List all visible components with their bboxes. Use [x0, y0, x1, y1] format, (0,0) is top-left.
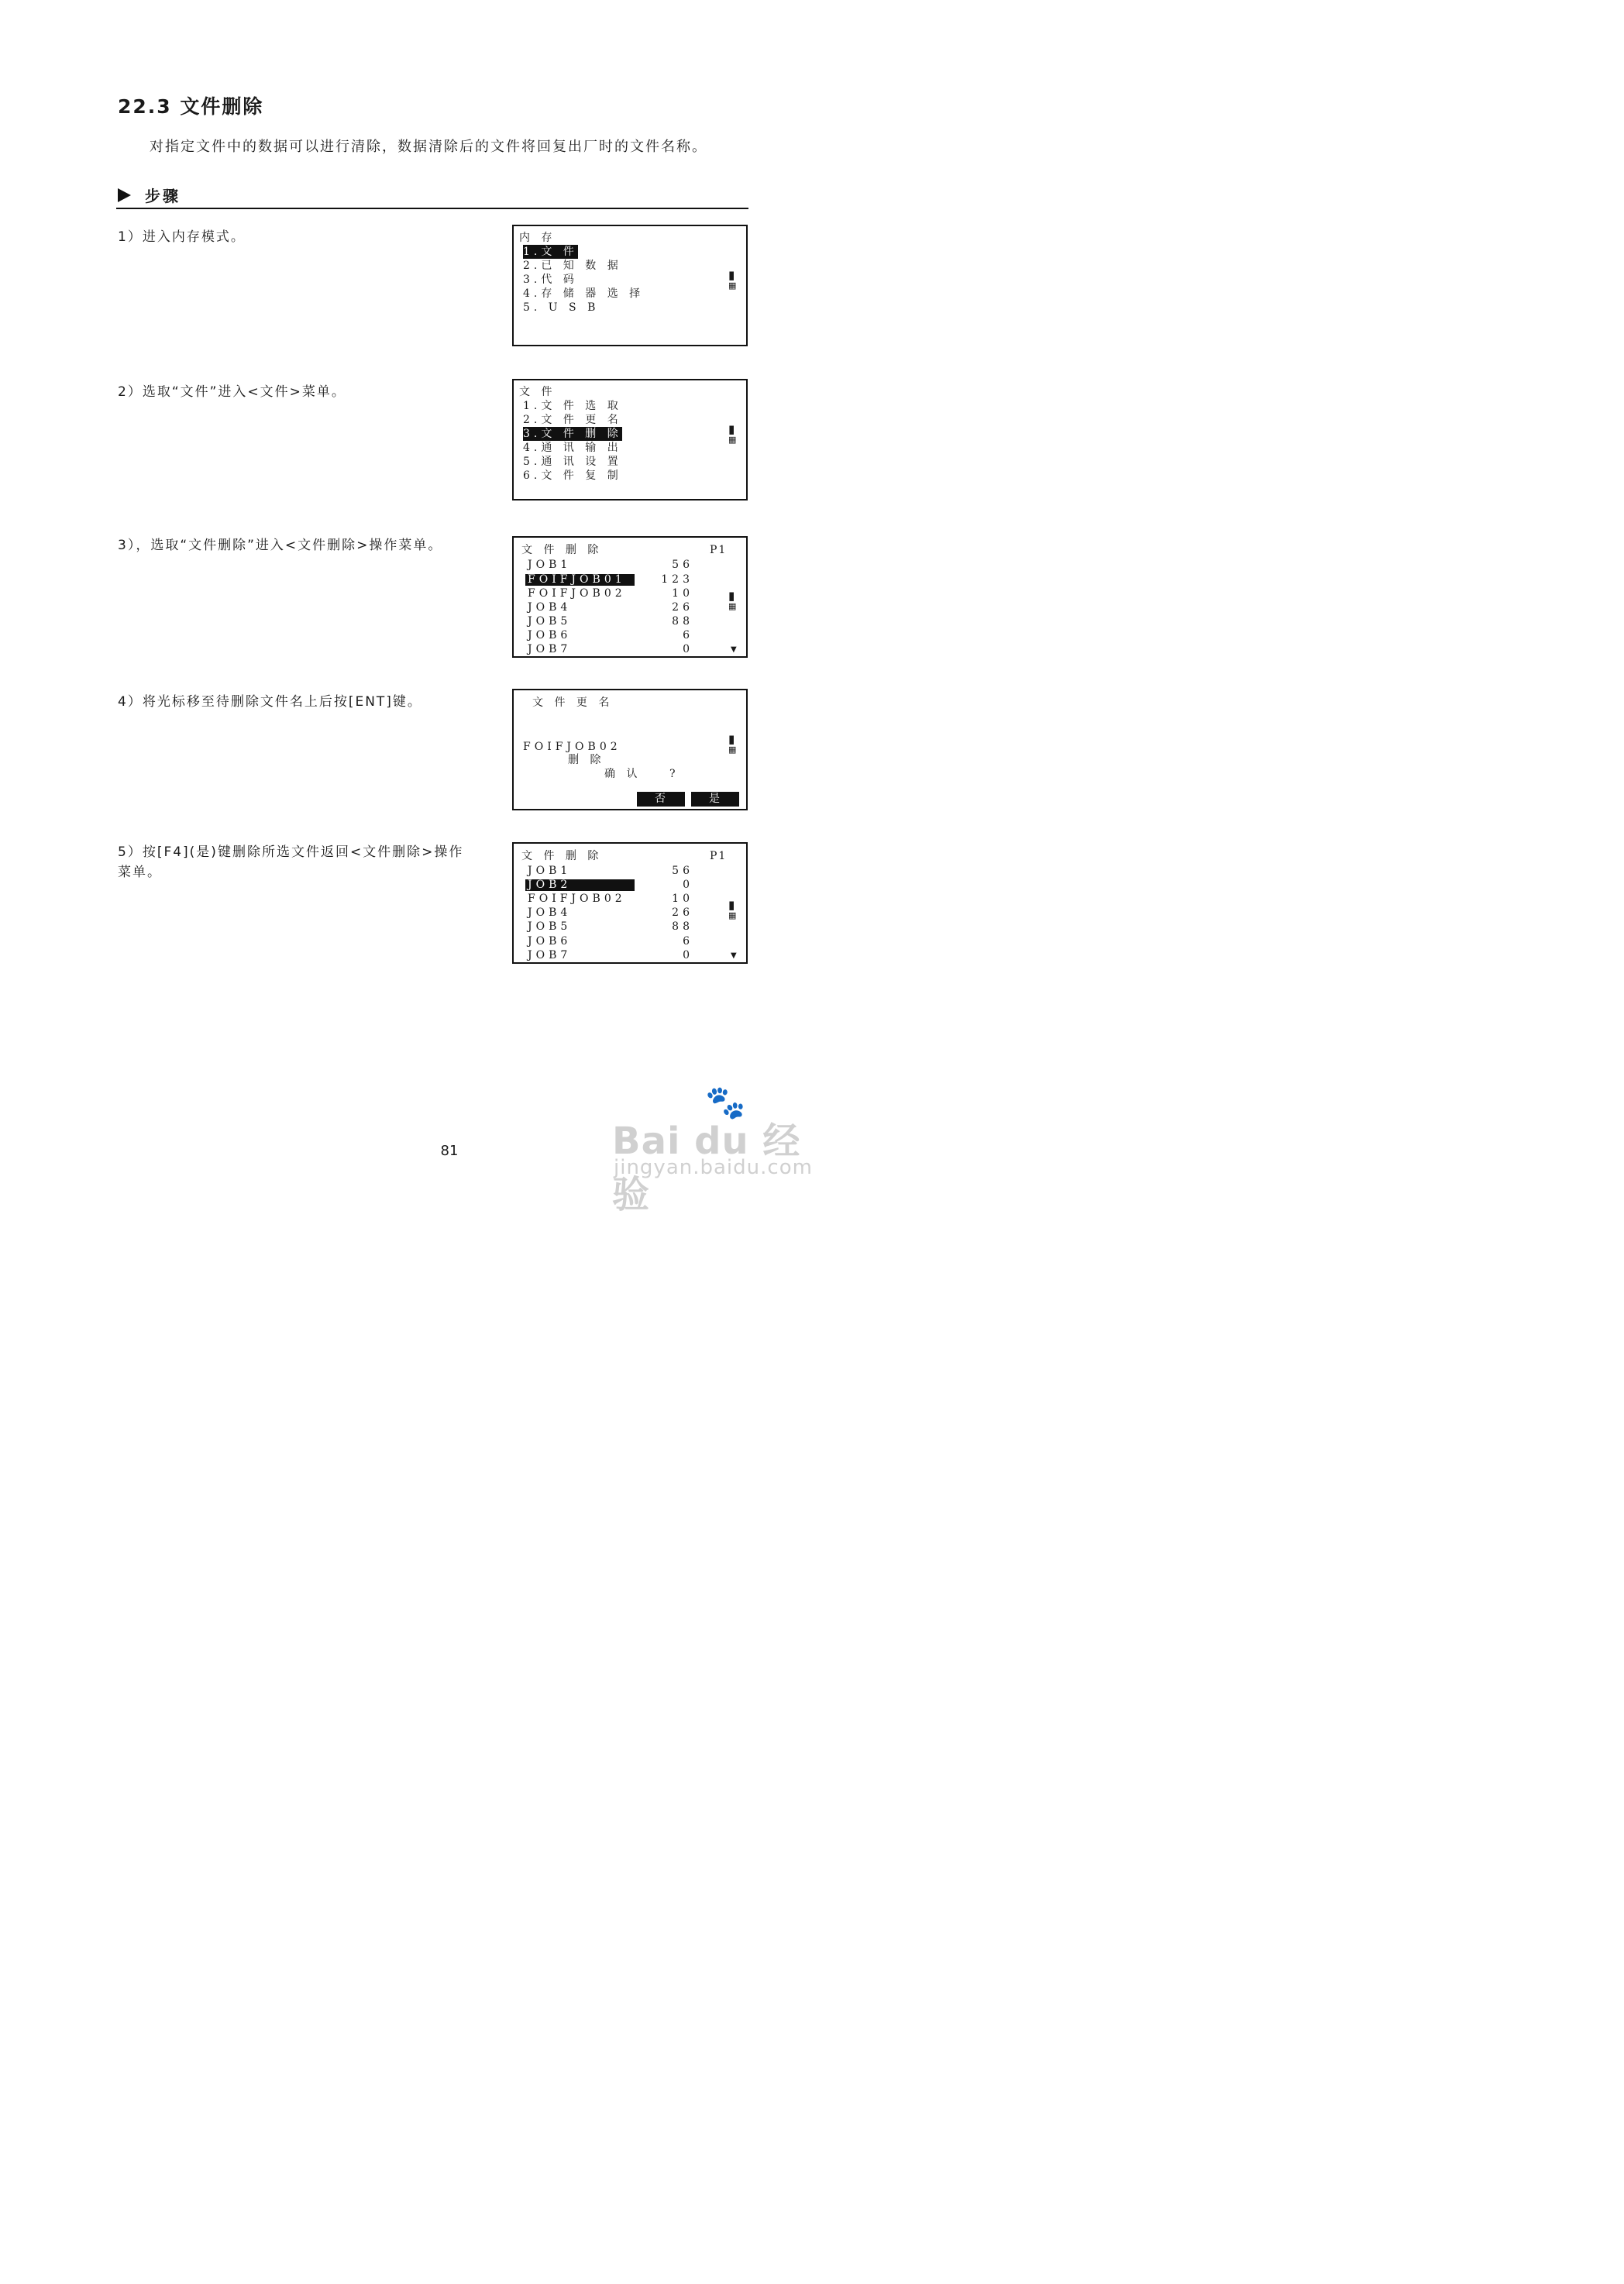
- job-name[interactable]: FOIFJOB02: [528, 893, 626, 905]
- screen-file-delete-list-after: [512, 842, 748, 964]
- battery-icon: ▮: [728, 898, 735, 912]
- confirm-filename: FOIFJOB02: [523, 741, 621, 753]
- job-name[interactable]: JOB7: [528, 643, 572, 655]
- baidu-watermark: [612, 1083, 821, 1216]
- job-count: 6: [683, 629, 693, 642]
- menu-item-file-rename[interactable]: 2.文 件 更 名: [523, 414, 622, 426]
- job-name-selected[interactable]: FOIFJOB01: [528, 573, 626, 586]
- page-number: 81: [440, 1143, 459, 1159]
- signal-icon: ▦: [728, 601, 737, 611]
- job-name[interactable]: JOB5: [528, 920, 572, 933]
- watermark-url: jingyan.baidu.com: [614, 1156, 813, 1179]
- job-name[interactable]: FOIFJOB02: [528, 587, 626, 600]
- step-1-text: 1）进入内存模式。: [118, 229, 246, 245]
- job-count: 26: [672, 601, 693, 614]
- menu-item-file-copy[interactable]: 6.文 件 复 制: [523, 470, 622, 482]
- battery-icon: ▮: [728, 589, 735, 603]
- menu-item-usb[interactable]: 5. U S B: [523, 301, 600, 314]
- status-icons: [728, 590, 736, 611]
- step-4-text: 4）将光标移至待删除文件名上后按[ENT]键。: [118, 694, 422, 710]
- screen-title: 文 件: [519, 386, 556, 398]
- job-name[interactable]: JOB4: [528, 906, 572, 919]
- job-count: 0: [683, 879, 693, 891]
- menu-item-storage-select[interactable]: 4.存 储 器 选 择: [523, 287, 645, 300]
- section-title: 22.3 文件删除: [118, 95, 264, 118]
- watermark-brand: Bai du 经验: [612, 1120, 801, 1216]
- screen-title: 文 件 更 名: [532, 697, 614, 709]
- signal-icon: ▦: [728, 280, 737, 291]
- confirm-action: 删 除: [568, 754, 605, 766]
- page-indicator: P1: [710, 850, 728, 862]
- menu-item-file-select[interactable]: 1.文 件 选 取: [523, 400, 622, 412]
- job-name[interactable]: JOB7: [528, 949, 572, 961]
- paw-logo-icon: 🐾: [705, 1083, 746, 1121]
- battery-icon: ▮: [728, 732, 735, 746]
- screen-title: 文 件 删 除: [521, 850, 603, 862]
- screen-title: 文 件 删 除: [521, 544, 603, 556]
- yes-button[interactable]: 是: [691, 792, 739, 807]
- status-icons: [728, 270, 736, 290]
- step-2-text: 2）选取“文件”进入<文件>菜单。: [118, 384, 346, 400]
- intro-paragraph: 对指定文件中的数据可以进行清除，数据清除后的文件将回复出厂时的文件名称。: [150, 139, 707, 155]
- job-count: 56: [672, 865, 693, 877]
- confirm-question-mark: ?: [669, 768, 680, 780]
- confirm-label: 确 认: [604, 768, 642, 780]
- job-count: 123: [661, 573, 693, 586]
- job-count: 26: [672, 906, 693, 919]
- battery-icon: ▮: [728, 422, 735, 436]
- scroll-down-icon[interactable]: ▼: [731, 645, 737, 654]
- job-count: 88: [672, 920, 693, 933]
- job-count: 10: [672, 893, 693, 905]
- menu-item-comm-settings[interactable]: 5.通 讯 设 置: [523, 456, 622, 468]
- menu-item-file[interactable]: 1.文 件: [523, 246, 578, 258]
- no-button[interactable]: 否: [637, 792, 685, 807]
- page-indicator: P1: [710, 544, 728, 556]
- step-5-text: 5）按[F4](是)键删除所选文件返回<文件删除>操作菜单。: [118, 844, 464, 880]
- signal-icon: ▦: [728, 745, 737, 755]
- screen-file-delete-list: [512, 536, 748, 658]
- steps-heading-text: 步骤: [145, 187, 181, 205]
- job-count: 0: [683, 949, 693, 961]
- status-icons: [728, 899, 736, 920]
- battery-icon: ▮: [728, 268, 735, 282]
- job-name-selected[interactable]: JOB2: [528, 879, 572, 891]
- screen-file-menu: [512, 379, 748, 500]
- job-count: 0: [683, 643, 693, 655]
- menu-item-code[interactable]: 3.代 码: [523, 273, 578, 286]
- job-name[interactable]: JOB6: [528, 935, 572, 948]
- job-count: 56: [672, 559, 693, 571]
- menu-item-comm-output[interactable]: 4.通 讯 输 出: [523, 442, 622, 454]
- status-icons: [728, 424, 736, 444]
- job-name[interactable]: JOB5: [528, 615, 572, 628]
- screen-title: 内 存: [519, 232, 556, 244]
- step-3-text: 3），选取“文件删除”进入<文件删除>操作菜单。: [118, 538, 443, 553]
- scroll-down-icon[interactable]: ▼: [731, 951, 737, 960]
- job-count: 10: [672, 587, 693, 600]
- signal-icon: ▦: [728, 435, 737, 445]
- steps-heading: [118, 184, 181, 206]
- screen-memory-menu: [512, 225, 748, 346]
- job-name[interactable]: JOB6: [528, 629, 572, 642]
- job-name[interactable]: JOB1: [528, 559, 572, 571]
- status-icons: [728, 734, 736, 754]
- job-name[interactable]: JOB1: [528, 865, 572, 877]
- screen-delete-confirm: [512, 689, 748, 810]
- job-count: 6: [683, 935, 693, 948]
- job-name[interactable]: JOB4: [528, 601, 572, 614]
- triangle-bullet-icon: [118, 188, 131, 202]
- signal-icon: ▦: [728, 910, 737, 920]
- heading-rule: [116, 208, 748, 209]
- menu-item-known-data[interactable]: 2.已 知 数 据: [523, 260, 622, 272]
- menu-item-file-delete[interactable]: 3.文 件 删 除: [523, 428, 622, 440]
- job-count: 88: [672, 615, 693, 628]
